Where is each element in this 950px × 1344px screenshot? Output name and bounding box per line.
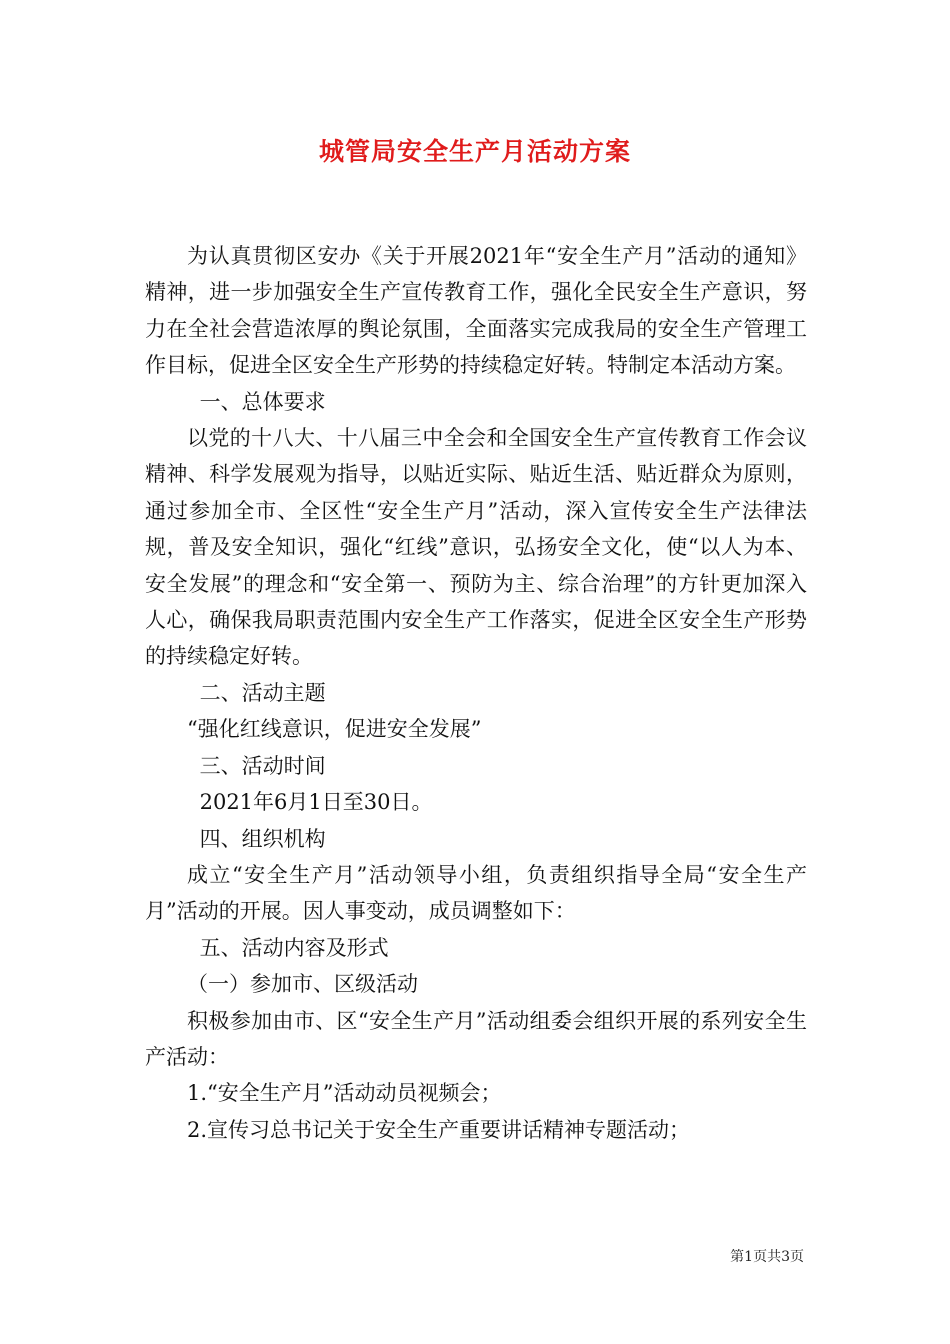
list-item: 1.“安全生产月”活动动员视频会； (187, 1081, 502, 1106)
time-paragraph: 2021年6月1日至30日。 (199, 790, 433, 815)
section-heading-time: 三、活动时间 (199, 753, 326, 778)
document-body (145, 238, 807, 1148)
section-heading-theme: 二、活动主题 (199, 680, 326, 705)
document-title: 城管局安全生产月活动方案 (318, 137, 631, 166)
page-number: 第1页共3页 (730, 1249, 804, 1265)
intro-paragraph: 为认真贯彻区安办《关于开展2021年“安全生产月”活动的通知》精神，进一步加强安全生产宣传教育工作，强化全民安全生产意识，努力在全社会营造浓厚的舆论氛围，全面落实完成我局的安全生产管理工作目标，促进全区安全生产形势的持续稳定好转。特制定本活动方案。 (145, 244, 807, 378)
section-heading-general-requirements: 一、总体要求 (199, 389, 326, 414)
subsection-heading-city-district: （一）参加市、区级活动 (187, 972, 418, 997)
list-item: 2.宣传习总书记关于安全生产重要讲话精神专题活动； (187, 1117, 691, 1142)
city-district-paragraph: 积极参加由市、区“安全生产月”活动组委会组织开展的系列安全生产活动： (145, 1008, 807, 1069)
general-requirements-paragraph: 以党的十八大、十八届三中全会和全国安全生产宣传教育工作会议精神、科学发展观为指导，以贴近实际、贴近生活、贴近群众为原则，通过参加全市、全区性“安全生产月”活动，深入宣传安全生产法律法规，普及安全知识，强化“红线”意识，弘扬安全文化，使“以人为本、安全发展”的理念和“安全第一、预防为主、综合治理”的方针更加深入人心，确保我局职责范围内安全生产工作落实，促进全区安全生产形势的持续稳定好转。 (145, 426, 807, 669)
theme-paragraph: “强化红线意识，促进安全发展” (187, 717, 482, 742)
section-heading-organization: 四、组织机构 (199, 826, 326, 851)
section-heading-content: 五、活动内容及形式 (199, 935, 389, 960)
organization-paragraph: 成立“安全生产月”活动领导小组，负责组织指导全局“安全生产月”活动的开展。因人事变动，成员调整如下： (145, 862, 807, 924)
